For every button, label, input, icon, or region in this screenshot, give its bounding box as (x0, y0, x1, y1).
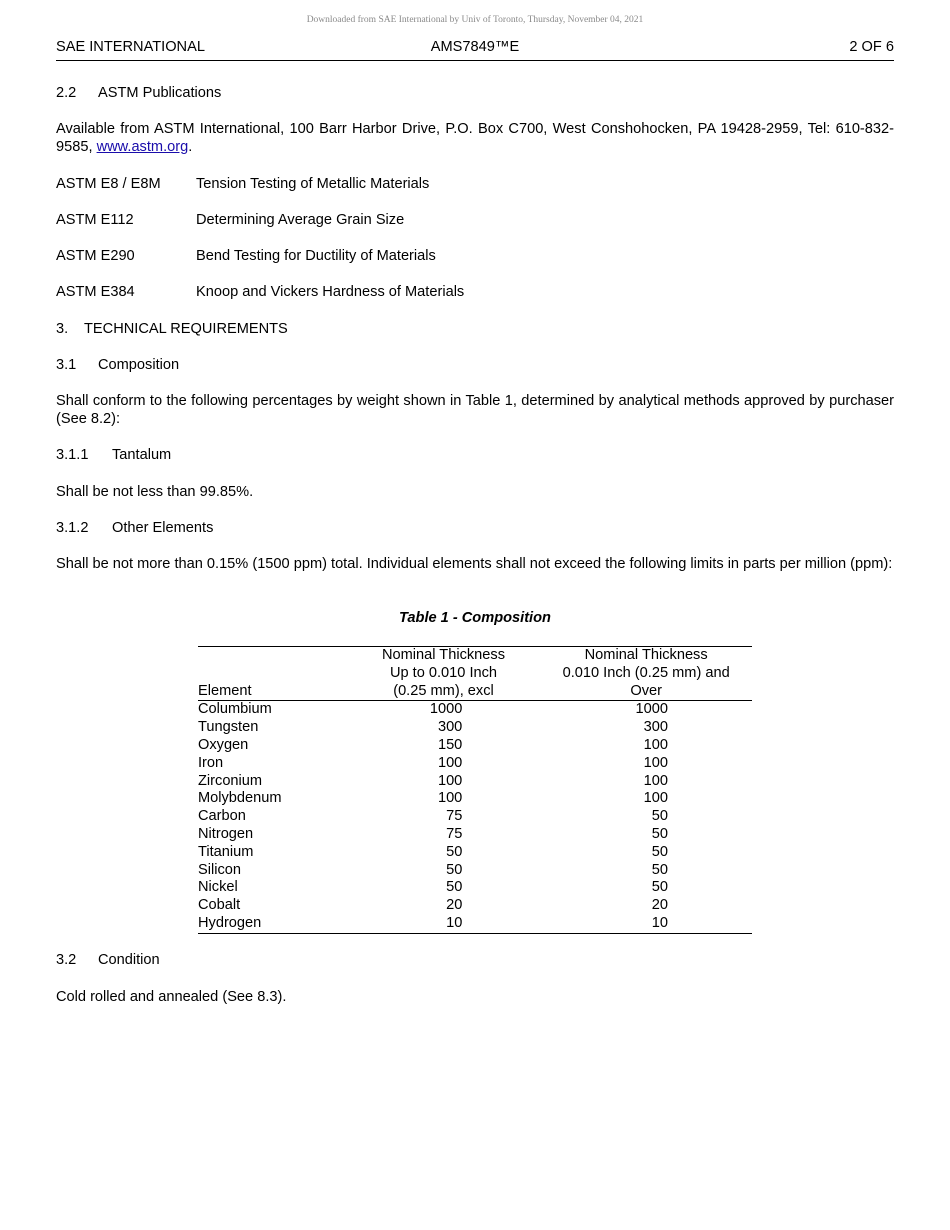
paragraph-text: Available from ASTM International, 100 Barr Harbor Drive, P.O. Box C700, West Conshohocken, PA 19428-2959, Tel: 610-832-9585, (56, 121, 894, 155)
table-row (198, 773, 752, 791)
table-row (198, 844, 752, 862)
cell-thin-limit: 75 (446, 825, 463, 842)
cell-thin-limit: 100 (437, 772, 463, 789)
section-3-heading (56, 320, 894, 338)
cell-element: Molybdenum (198, 790, 282, 807)
cell-thick-limit: 300 (643, 719, 668, 736)
cell-element: Columbium (198, 701, 272, 718)
section-3-2-heading (56, 951, 894, 969)
table-caption: Table 1 - Composition (399, 610, 551, 626)
page-header (56, 38, 894, 61)
astm-website-link[interactable]: www.astm.org (96, 139, 189, 155)
table-row (198, 897, 752, 915)
reference-title: Determining Average Grain Size (196, 212, 405, 228)
cell-thin-limit: 50 (446, 843, 463, 860)
cell-thin-limit: 75 (446, 808, 463, 825)
reference-title: Tension Testing of Metallic Materials (196, 176, 430, 192)
reference-row (56, 247, 894, 265)
cell-thick-limit: 20 (651, 897, 668, 914)
table-row (198, 826, 752, 844)
section-number: 3. (56, 321, 69, 337)
cell-element: Tungsten (198, 719, 259, 736)
cell-element: Silicon (198, 861, 241, 878)
reference-code: ASTM E290 (56, 248, 135, 264)
paragraph-text-end: . (188, 139, 193, 155)
reference-row (56, 283, 894, 301)
cell-element: Zirconium (198, 772, 263, 789)
cell-thin-limit: 1000 (429, 701, 463, 718)
section-2-2-heading (56, 84, 894, 102)
section-title: ASTM Publications (98, 85, 222, 101)
cell-thick-limit: 50 (651, 861, 668, 878)
section-3-1-2-heading (56, 519, 894, 537)
table-row (198, 915, 752, 933)
cell-thin-limit: 50 (446, 879, 463, 896)
section-number: 3.1.1 (56, 447, 89, 463)
section-3-2-paragraph: Cold rolled and annealed (See 8.3). (56, 989, 287, 1005)
table-row (198, 879, 752, 897)
cell-thick-limit: 100 (643, 754, 668, 771)
section-number: 3.2 (56, 952, 77, 968)
header-thick-thickness: Nominal Thickness 0.010 Inch (0.25 mm) and Over (562, 647, 730, 699)
header-organization: SAE INTERNATIONAL (56, 39, 205, 55)
table-row (198, 719, 752, 737)
section-title: Tantalum (112, 447, 172, 463)
table-row (198, 790, 752, 808)
header-page-number: 2 OF 6 (849, 39, 894, 55)
reference-code: ASTM E8 / E8M (56, 176, 161, 192)
header-thin-thickness: Nominal Thickness Up to 0.010 Inch (0.25 mm), excl (381, 647, 505, 699)
cell-element: Carbon (198, 808, 246, 825)
cell-thick-limit: 50 (651, 843, 668, 860)
cell-element: Oxygen (198, 736, 249, 753)
cell-thick-limit: 100 (643, 772, 668, 789)
cell-thick-limit: 1000 (635, 701, 668, 718)
section-number: 3.1.2 (56, 520, 89, 536)
cell-thick-limit: 10 (651, 914, 668, 931)
table-row (198, 755, 752, 773)
cell-thin-limit: 50 (446, 861, 463, 878)
table-row (198, 701, 752, 719)
cell-thin-limit: 150 (437, 736, 463, 753)
header-document-number: AMS7849™E (430, 39, 520, 55)
section-3-1-1-heading (56, 446, 894, 464)
cell-thin-limit: 20 (446, 897, 463, 914)
table-row (198, 808, 752, 826)
download-watermark: Downloaded from SAE International by Univ of Toronto, Thursday, November 04, 2021 (306, 15, 644, 25)
cell-thin-limit: 10 (446, 914, 463, 931)
cell-element: Hydrogen (198, 914, 262, 931)
table-row (198, 862, 752, 880)
section-3-1-heading (56, 356, 894, 374)
section-number: 3.1 (56, 357, 77, 373)
section-title: Condition (98, 952, 160, 968)
section-3-1-2-paragraph: Shall be not more than 0.15% (1500 ppm) total. Individual elements shall not exceed the following limits in parts per million (ppm): (56, 556, 893, 572)
reference-code: ASTM E112 (56, 212, 134, 228)
table-row (198, 737, 752, 755)
composition-table (198, 646, 752, 934)
reference-row (56, 175, 894, 193)
section-number: 2.2 (56, 85, 77, 101)
cell-thin-limit: 100 (437, 754, 463, 771)
section-title: Composition (98, 357, 180, 373)
section-3-1-1-paragraph: Shall be not less than 99.85%. (56, 484, 254, 500)
cell-thin-limit: 100 (437, 790, 463, 807)
cell-thick-limit: 50 (651, 879, 668, 896)
cell-thick-limit: 100 (643, 736, 668, 753)
cell-thick-limit: 50 (651, 825, 668, 842)
cell-element: Titanium (198, 843, 254, 860)
section-title: TECHNICAL REQUIREMENTS (84, 321, 288, 337)
cell-element: Cobalt (198, 897, 241, 914)
cell-element: Iron (198, 754, 224, 771)
header-element: Element (198, 682, 252, 699)
section-3-1-paragraph: Shall conform to the following percentages by weight shown in Table 1, determined by analytical methods approved by purchaser (See 8.2): (56, 393, 894, 427)
section-2-2-paragraph (56, 120, 894, 156)
section-title: Other Elements (112, 520, 214, 536)
reference-row (56, 211, 894, 229)
cell-element: Nitrogen (198, 825, 254, 842)
table-header-row (198, 647, 752, 701)
cell-thick-limit: 100 (643, 790, 668, 807)
cell-thick-limit: 50 (651, 808, 668, 825)
reference-code: ASTM E384 (56, 284, 135, 300)
reference-title: Knoop and Vickers Hardness of Materials (196, 284, 465, 300)
reference-title: Bend Testing for Ductility of Materials (196, 248, 436, 264)
cell-element: Nickel (198, 879, 238, 896)
cell-thin-limit: 300 (437, 719, 463, 736)
